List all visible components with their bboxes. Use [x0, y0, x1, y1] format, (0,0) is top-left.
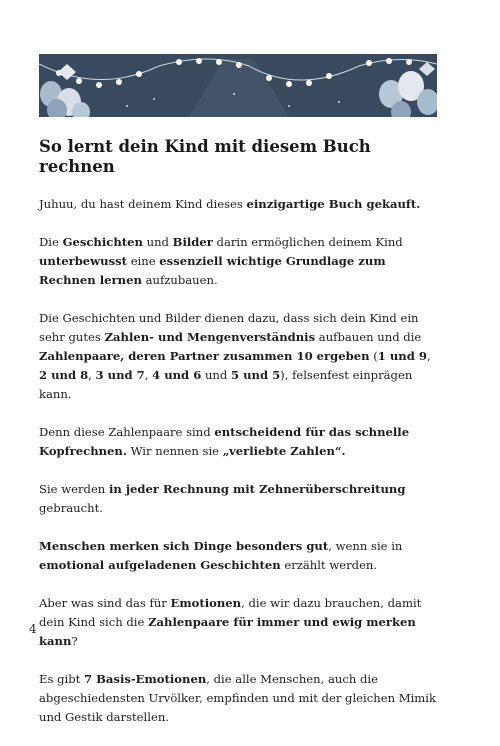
- main-content: [39, 137, 441, 746]
- party-lights-icon: [39, 54, 437, 117]
- paragraph-which-emotions: Aber was sind das für Emotionen, die wir dazu brauchen, damit dein Kind sich die Zahlenpaare für immer und ewig merken kann?: [39, 596, 422, 648]
- header-banner: [39, 54, 437, 117]
- page-number: 4: [29, 622, 37, 636]
- paragraph-intro: Juhuu, du hast deinem Kind dieses einzigartige Buch gekauft.: [39, 197, 421, 211]
- paragraph-number-pairs: Die Geschichten und Bilder dienen dazu, dass sich dein Kind ein sehr gutes Zahlen- und Mengenverständnis aufbauen und die Zahlenpaare, deren Partner zusammen 10 ergeben (1 und 9, 2 und 8, 3 und 7, 4 und 6 und 5 und 5), felsenfest einprägen kann.: [39, 311, 431, 401]
- paragraph-tens-crossing: Sie werden in jeder Rechnung mit Zehnerüberschreitung gebraucht.: [39, 482, 406, 515]
- paragraph-emotional-stories: Menschen merken sich Dinge besonders gut, wenn sie in emotional aufgeladenen Geschichten erzählt werden.: [39, 539, 403, 572]
- paragraph-stories-pictures: Die Geschichten und Bilder darin ermöglichen deinem Kind unterbewusst eine essenziell wichtige Grundlage zum Rechnen lernen aufzubauen.: [39, 235, 403, 287]
- paragraph-basic-emotions: Es gibt 7 Basis-Emotionen, die alle Menschen, auch die abgeschiedensten Urvölker, empfinden und mit der gleichen Mimik und Gestik darstellen.: [39, 672, 437, 724]
- page-title: So lernt dein Kind mit diesem Buch rechnen: [39, 137, 371, 176]
- paragraph-mental-arithmetic: Denn diese Zahlenpaare sind entscheidend für das schnelle Kopfrechnen. Wir nennen sie „verliebte Zahlen“.: [39, 425, 410, 458]
